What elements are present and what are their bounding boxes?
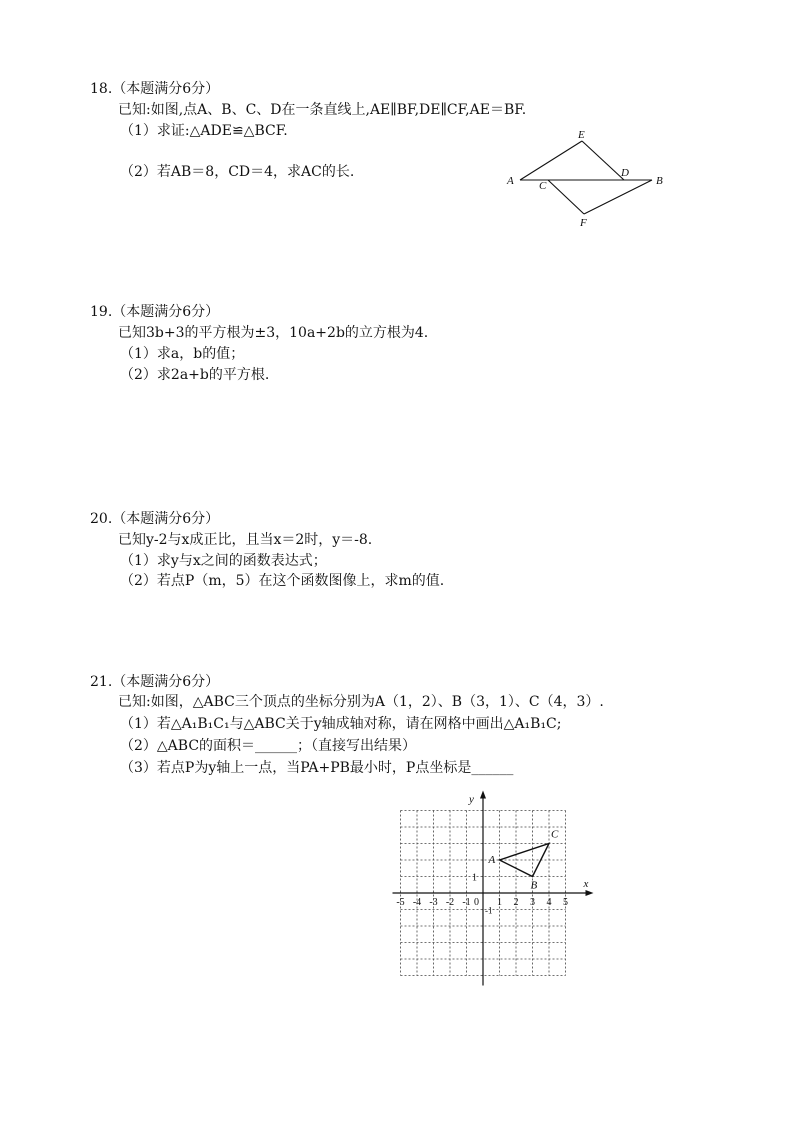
origin-label: 0 [474,897,479,908]
x-tick-label: 1 [497,897,502,908]
segment-ed [582,141,624,180]
label-b: B [656,175,663,187]
q20-given: 已知y-2与x成正比，且当x＝2时，y＝-8. [118,532,373,548]
y-axis-label: y [469,793,474,806]
q18-figure [500,125,680,235]
x-tick-label: 4 [546,897,552,908]
q19-title: 19.（本题满分6分） [90,304,220,320]
x-tick-label: -4 [412,897,422,908]
x-tick-label: 5 [563,897,568,908]
q21-title: 21.（本题满分6分） [90,674,220,690]
x-tick-label: -1 [462,897,471,908]
vertex-label: B [530,879,538,892]
q20-part2: （2）若点P（m，5）在这个函数图像上，求m的值. [120,573,445,589]
x-axis-arrow [586,890,594,896]
x-tick-label: -2 [445,897,455,908]
x-tick-label: 2 [513,897,519,908]
q18-part2: （2）若AB＝8，CD＝4，求AC的长. [120,164,355,180]
q21-part3: （3）若点P为y轴上一点，当PA+PB最小时，P点坐标是______ [120,760,514,776]
segment-fb [584,180,652,214]
q18-part1: （1）求证:△ADE≌△BCF. [120,123,288,139]
q20-title: 20.（本题满分6分） [90,511,220,527]
q21-coordinate-grid [385,785,600,990]
label-c: C [539,180,547,192]
segment-ae [520,141,582,180]
segment-cf [548,180,584,214]
label-d: D [621,167,629,179]
q18-given: 已知:如图,点A、B、C、D在一条直线上,AE∥BF,DE∥CF,AE＝BF. [118,102,527,118]
x-tick-label: 3 [530,897,535,908]
x-tick-label: -3 [429,897,438,908]
x-tick-label: -5 [396,897,405,908]
q19-given: 已知3b+3的平方根为±3，10a+2b的立方根为4. [118,325,429,341]
label-a: A [507,175,514,187]
vertex-label: A [488,854,496,866]
label-e: E [578,129,585,141]
y-axis-arrow [480,791,486,799]
q19-part2: （2）求2a+b的平方根. [120,367,270,383]
q21-given: 已知:如图，△ABC三个顶点的坐标分别为A（1，2）、B（3，1）、C（4，3）. [118,694,604,710]
q21-part2: （2）△ABC的面积＝______；（直接写出结果） [120,738,417,754]
y-tick-label: -1 [485,905,493,916]
vertex-label: C [551,828,559,841]
label-f: F [580,217,587,229]
q20-part1: （1）求y与x之间的函数表达式； [120,553,327,569]
q21-part1: （1）若△A₁B₁C₁与△ABC关于y轴成轴对称，请在网格中画出△A₁B₁C; [120,716,562,732]
y-tick-label: 1 [472,872,477,884]
q18-title: 18.（本题满分6分） [90,81,220,97]
q19-part1: （1）求a，b的值； [120,346,245,362]
x-axis-label: x [583,878,589,890]
